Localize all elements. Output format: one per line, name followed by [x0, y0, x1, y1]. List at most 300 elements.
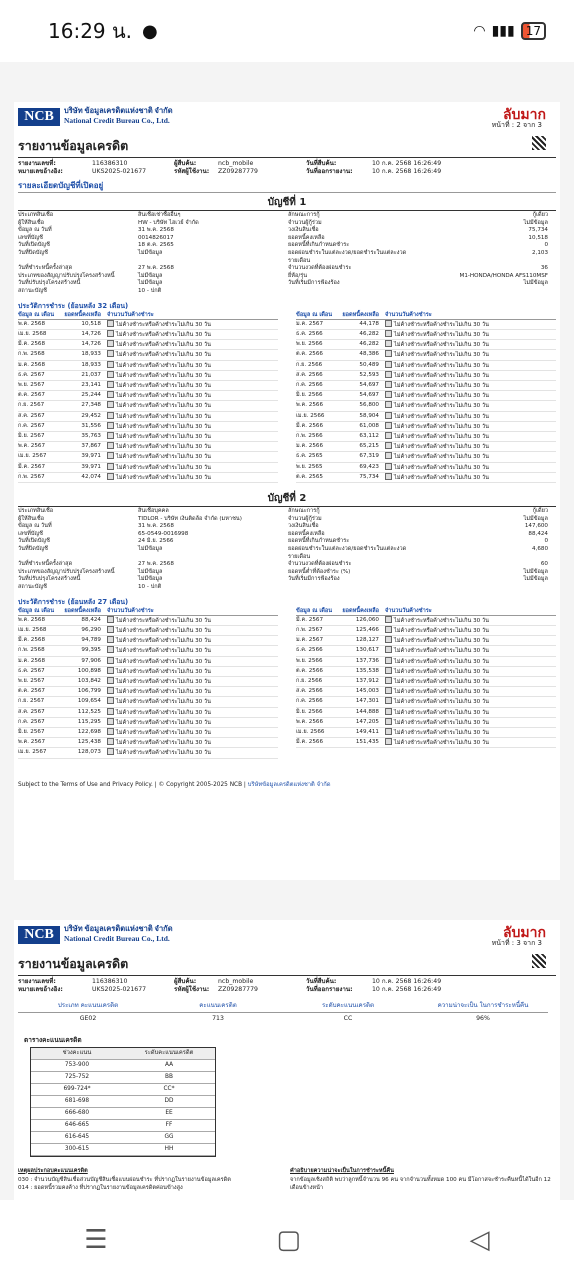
history-row	[296, 350, 556, 360]
history-status: ไม่ค้างชำระหรือค้างชำระไม่เกิน 30 วัน	[104, 626, 278, 635]
detail-cell: 147,600	[524, 523, 548, 530]
history-status: ไม่ค้างชำระหรือค้างชำระไม่เกิน 30 วัน	[104, 330, 278, 339]
confidential-label: ลับมาก	[502, 107, 546, 123]
history-month: ธ.ค. 2566	[296, 647, 323, 654]
qr-code-icon	[532, 954, 546, 968]
history-row	[296, 442, 556, 452]
detail-cell: กู้เดี่ยว	[532, 507, 548, 514]
history-balance: 37,867	[81, 443, 101, 450]
history-month: เม.ย. 2567	[18, 453, 47, 460]
ncb-logo: NCB	[18, 926, 60, 944]
history-row	[18, 473, 278, 483]
meta-cell: ZZ09287779	[218, 168, 258, 175]
history-status: ไม่ค้างชำระหรือค้างชำระไม่เกิน 30 วัน	[382, 442, 556, 451]
detail-cell	[288, 288, 414, 296]
history-row	[18, 371, 278, 381]
history-balance: 88,424	[81, 616, 101, 623]
history-balance: 27,348	[81, 402, 101, 409]
history-row	[18, 463, 278, 473]
org-name-en: National Credit Bureau Co., Ltd.	[64, 116, 170, 125]
score-notes	[18, 1167, 556, 1193]
detail-cell: ยอดผ่อนชำระในแต่ละงวด/ยอดชำระในแต่ละงวด รายเดือน	[288, 249, 407, 264]
history-status: ไม่ค้างชำระหรือค้างชำระไม่เกิน 30 วัน	[382, 738, 556, 747]
history-status: ไม่ค้างชำระหรือค้างชำระไม่เกิน 30 วัน	[104, 667, 278, 676]
history-header-cell: จำนวนวันค้างชำระ	[385, 311, 432, 318]
detail-cell: วันที่เริ่มมีการฟ้องร้อง	[288, 576, 340, 583]
history-row	[296, 463, 556, 473]
history-status: ไม่ค้างชำระหรือค้างชำระไม่เกิน 30 วัน	[104, 381, 278, 390]
history-status: ไม่ค้างชำระหรือค้างชำระไม่เกิน 30 วัน	[104, 401, 278, 410]
history-balance: 75,734	[359, 473, 379, 480]
meta-cell: 10 ก.ค. 2568 16:26:49	[372, 160, 442, 167]
meta-cell: วันที่สืบค้น:	[306, 160, 337, 167]
probability-text: จากข้อมูลเชิงสถิติ พบว่าลูกหนี้จำนวน 96 คน จากจำนวนทั้งหมด 100 คน มีโอกาสจะชำระคืนหนี้ได้ในอีก 12 เดือนข้างหน้า	[290, 1176, 551, 1191]
history-row	[296, 626, 556, 636]
rating-table-title: ตารางคะแนนเครดิต	[24, 1036, 82, 1044]
detail-cell	[288, 584, 414, 592]
rating-header-cell: ระดับคะแนนเครดิต	[144, 1050, 194, 1056]
detail-cell: 4,680	[531, 545, 548, 552]
history-row	[18, 432, 278, 442]
history-balance: 151,435	[355, 739, 379, 746]
history-status: ไม่ค้างชำระหรือค้างชำระไม่เกิน 30 วัน	[104, 422, 278, 431]
history-month: ม.ค. 2568	[18, 361, 45, 368]
history-balance: 18,933	[81, 351, 101, 358]
detail-cell: ยอดหนี้ที่เกินกำหนดชำระ	[288, 242, 350, 249]
detail-cell: จำนวนผู้กู้ร่วม	[288, 515, 322, 522]
history-month: ก.ค. 2567	[18, 422, 45, 429]
history-balance: 96,290	[81, 626, 101, 633]
clock: 16:29 น.	[48, 19, 133, 43]
rating-grade: FF	[165, 1122, 173, 1128]
detail-cell: ผู้ให้สินเชื่อ	[18, 515, 45, 522]
history-header	[18, 311, 278, 320]
footer-link[interactable]: บริษัทข้อมูลเครดิตแห่งชาติ จำกัด	[247, 781, 331, 788]
history-row	[296, 728, 556, 738]
history-header-cell: ข้อมูล ณ เดือน	[296, 607, 333, 614]
page-footer: Subject to the Terms of Use and Privacy Policy. | © Copyright 2005-2025 NCB | บริษัทข้อมูลเครดิตแห่งชาติ จำกัด	[18, 781, 331, 788]
detail-cell: 2,103	[531, 249, 548, 256]
detail-cell: วันที่เปิดบัญชี	[18, 538, 50, 545]
history-status: ไม่ค้างชำระหรือค้างชำระไม่เกิน 30 วัน	[382, 401, 556, 410]
history-month: เม.ย. 2566	[296, 728, 325, 735]
history-month: ส.ค. 2567	[18, 412, 45, 419]
history-balance: 46,282	[359, 330, 379, 337]
history-row	[296, 738, 556, 748]
report-title: รายงานข้อมูลเครดิต	[18, 954, 556, 976]
history-row	[18, 697, 278, 707]
account-1-history-title: ประวัติการชำระ (ย้อนหลัง 32 เดือน)	[18, 301, 129, 310]
detail-cell: ไม่มีข้อมูล	[138, 249, 163, 256]
meta-cell: 116386310	[92, 978, 128, 985]
detail-cell: วันที่ปิดบัญชี	[18, 249, 48, 256]
detail-cell: ข้อมูล ณ วันที่	[18, 523, 52, 530]
probability-title: คำอธิบายความน่าจะเป็นในการชำระหนี้คืน	[290, 1168, 394, 1174]
rating-row	[31, 1132, 215, 1144]
history-status: ไม่ค้างชำระหรือค้างชำระไม่เกิน 30 วัน	[382, 340, 556, 349]
history-balance: 97,906	[81, 657, 101, 664]
history-status: ไม่ค้างชำระหรือค้างชำระไม่เกิน 30 วัน	[104, 687, 278, 696]
history-status: ไม่ค้างชำระหรือค้างชำระไม่เกิน 30 วัน	[382, 473, 556, 482]
detail-cell: จำนวนงวดที่ต้องผ่อนชำระ	[288, 265, 352, 272]
detail-cell: ประเภทของสัญญาปรับปรุงโครงสร้างหนี้	[18, 568, 115, 575]
history-status: ไม่ค้างชำระหรือค้างชำระไม่เกิน 30 วัน	[382, 320, 556, 329]
history-balance: 112,525	[77, 708, 101, 715]
history-month: มี.ค. 2568	[18, 341, 45, 348]
history-status: ไม่ค้างชำระหรือค้างชำระไม่เกิน 30 วัน	[104, 432, 278, 441]
history-status: ไม่ค้างชำระหรือค้างชำระไม่เกิน 30 วัน	[104, 391, 278, 400]
history-status: ไม่ค้างชำระหรือค้างชำระไม่เกิน 30 วัน	[104, 473, 278, 482]
detail-cell: วงเงินสินเชื่อ	[288, 227, 319, 234]
rating-range: 616-645	[64, 1134, 90, 1140]
history-balance: 21,037	[81, 371, 101, 378]
rating-table	[30, 1047, 216, 1157]
history-row	[296, 636, 556, 646]
history-balance: 25,244	[81, 392, 101, 399]
history-status: ไม่ค้างชำระหรือค้างชำระไม่เกิน 30 วัน	[382, 687, 556, 696]
history-status: ไม่ค้างชำระหรือค้างชำระไม่เกิน 30 วัน	[382, 626, 556, 635]
history-balance: 35,763	[81, 432, 101, 439]
history-month: พ.ย. 2567	[18, 381, 45, 388]
history-status: ไม่ค้างชำระหรือค้างชำระไม่เกิน 30 วัน	[382, 636, 556, 645]
detail-cell: วันที่ปิดบัญชี	[18, 545, 48, 552]
chat-icon: ●	[142, 20, 158, 42]
history-month: ต.ค. 2566	[296, 351, 323, 358]
detail-cell: สินเชื่อเช่าซื้ออื่นๆ	[138, 212, 181, 218]
detail-cell: จำนวนผู้กู้ร่วม	[288, 219, 322, 226]
history-balance: 39,971	[81, 463, 101, 470]
history-status: ไม่ค้างชำระหรือค้างชำระไม่เกิน 30 วัน	[104, 697, 278, 706]
history-balance: 65,215	[359, 443, 379, 450]
history-row	[18, 646, 278, 656]
meta-cell: รหัสผู้ใช้งาน:	[174, 986, 210, 993]
history-status: ไม่ค้างชำระหรือค้างชำระไม่เกิน 30 วัน	[104, 350, 278, 359]
history-row	[296, 330, 556, 340]
history-status: ไม่ค้างชำระหรือค้างชำระไม่เกิน 30 วัน	[382, 381, 556, 390]
history-row	[296, 422, 556, 432]
rating-range: 699-724*	[63, 1086, 91, 1092]
history-month: ก.ย. 2566	[296, 361, 323, 368]
detail-cell: จำนวนงวดที่ต้องผ่อนชำระ	[288, 561, 352, 568]
rating-range: 666-680	[64, 1110, 90, 1116]
detail-cell: ไม่มีข้อมูล	[523, 515, 548, 522]
meta-cell: วันที่ออกรายงาน:	[306, 168, 353, 175]
detail-cell: วันที่ปรับปรุงโครงสร้างหนี้	[18, 280, 81, 287]
ncb-logo: NCB	[18, 108, 60, 126]
history-row	[18, 687, 278, 697]
account-2-title: บัญชีที่ 2	[18, 491, 556, 507]
history-balance: 29,452	[81, 412, 101, 419]
detail-cell: 0	[544, 242, 548, 249]
history-row	[18, 626, 278, 636]
history-header-cell: ยอดหนี้คงเหลือ	[64, 607, 101, 614]
detail-cell: 24 มิ.ย. 2566	[138, 538, 174, 545]
history-row	[18, 636, 278, 646]
history-status: ไม่ค้างชำระหรือค้างชำระไม่เกิน 30 วัน	[104, 412, 278, 421]
history-month: ต.ค. 2567	[18, 392, 45, 399]
history-row	[296, 412, 556, 422]
history-month: ส.ค. 2566	[296, 371, 323, 378]
meta-cell: UKS2025-021677	[92, 986, 147, 993]
history-status: ไม่ค้างชำระหรือค้างชำระไม่เกิน 30 วัน	[382, 361, 556, 370]
history-balance: 42,074	[81, 473, 101, 480]
history-header	[18, 607, 278, 616]
history-status: ไม่ค้างชำระหรือค้างชำระไม่เกิน 30 วัน	[382, 422, 556, 431]
history-status: ไม่ค้างชำระหรือค้างชำระไม่เกิน 30 วัน	[382, 697, 556, 706]
history-month: ก.พ. 2568	[18, 351, 45, 358]
score-value: 713	[212, 1015, 224, 1022]
detail-cell	[414, 584, 548, 592]
account-2-details	[18, 508, 556, 592]
history-status: ไม่ค้างชำระหรือค้างชำระไม่เกิน 30 วัน	[104, 361, 278, 370]
history-balance: 69,423	[359, 463, 379, 470]
history-balance: 137,912	[355, 677, 379, 684]
score-value: CC	[343, 1015, 353, 1022]
meta-cell: ncb_mobile	[218, 978, 254, 985]
rating-grade: DD	[164, 1098, 174, 1104]
history-balance: 50,489	[359, 361, 379, 368]
history-status: ไม่ค้างชำระหรือค้างชำระไม่เกิน 30 วัน	[104, 616, 278, 625]
rating-row	[31, 1096, 215, 1108]
history-month: ก.พ. 2566	[296, 432, 323, 439]
history-row	[296, 667, 556, 677]
detail-cell: วันที่ชำระหนี้ครั้งล่าสุด	[18, 561, 73, 568]
meta-cell: ZZ09287779	[218, 986, 258, 993]
home-icon[interactable]: ▢	[276, 1225, 301, 1255]
history-row	[296, 381, 556, 391]
report-meta	[18, 978, 556, 994]
history-balance: 10,518	[81, 320, 101, 327]
history-month: ม.ค. 2566	[296, 443, 323, 450]
back-icon[interactable]: ◁	[469, 1225, 490, 1255]
detail-cell: 0014826017	[138, 234, 174, 241]
meta-cell: UKS2025-021677	[92, 168, 147, 175]
history-balance: 128,127	[355, 637, 379, 644]
history-status: ไม่ค้างชำระหรือค้างชำระไม่เกิน 30 วัน	[104, 320, 278, 329]
history-row	[18, 330, 278, 340]
meta-cell: 116386310	[92, 160, 128, 167]
history-row	[296, 657, 556, 667]
history-status: ไม่ค้างชำระหรือค้างชำระไม่เกิน 30 วัน	[104, 442, 278, 451]
history-balance: 54,697	[359, 392, 379, 399]
history-header-cell: ยอดหนี้คงเหลือ	[64, 311, 101, 318]
history-column	[296, 311, 556, 483]
rating-row	[31, 1072, 215, 1084]
history-balance: 46,282	[359, 341, 379, 348]
history-balance: 52,593	[359, 371, 379, 378]
history-month: เม.ย. 2566	[296, 412, 325, 419]
history-balance: 137,736	[355, 657, 379, 664]
history-balance: 128,073	[77, 749, 101, 756]
history-balance: 125,438	[77, 739, 101, 746]
history-header-cell: ข้อมูล ณ เดือน	[18, 311, 55, 318]
history-row	[296, 646, 556, 656]
detail-cell: ลักษณะการกู้	[288, 212, 320, 218]
history-balance: 58,904	[359, 412, 379, 419]
history-header-cell: จำนวนวันค้างชำระ	[107, 607, 154, 614]
detail-cell: 10 - ปกติ	[138, 287, 162, 294]
history-balance: 18,933	[81, 361, 101, 368]
detail-cell: สินเชื่อบุคคล	[138, 507, 169, 514]
rating-row	[31, 1084, 215, 1096]
detail-cell: 10 - ปกติ	[138, 583, 162, 590]
history-balance: 103,842	[77, 677, 101, 684]
rating-range: 300-615	[64, 1146, 90, 1152]
history-status: ไม่ค้างชำระหรือค้างชำระไม่เกิน 30 วัน	[104, 340, 278, 349]
history-status: ไม่ค้างชำระหรือค้างชำระไม่เกิน 30 วัน	[382, 616, 556, 625]
history-balance: 14,726	[81, 341, 101, 348]
score-header: ประเภท คะแนนเครดิต	[18, 1000, 158, 1013]
rating-header-cell: ช่วงคะแนน	[62, 1050, 92, 1056]
report-page-2	[14, 102, 560, 880]
detail-cell: ไม่มีข้อมูล	[523, 568, 548, 575]
history-status: ไม่ค้างชำระหรือค้างชำระไม่เกิน 30 วัน	[382, 452, 556, 461]
org-name-th: บริษัท ข้อมูลเครดิตแห่งชาติ จำกัด	[64, 106, 173, 115]
history-balance: 147,301	[355, 698, 379, 705]
detail-cell: 36	[540, 265, 548, 272]
history-row	[18, 442, 278, 452]
history-month: ก.พ. 2567	[18, 473, 45, 480]
detail-cell: สถานะบัญชี	[18, 583, 47, 590]
report-title: รายงานข้อมูลเครดิต	[18, 136, 556, 158]
score-value: GE02	[79, 1015, 97, 1022]
detail-cell: ยอดหนี้คงเหลือ	[288, 530, 325, 537]
history-status: ไม่ค้างชำระหรือค้างชำระไม่เกิน 30 วัน	[382, 667, 556, 676]
account-1-history	[18, 311, 556, 483]
meta-cell: หมายเลขอ้างอิง:	[18, 986, 63, 993]
wifi-icon: ◠	[473, 23, 486, 39]
detail-cell: วันที่ปรับปรุงโครงสร้างหนี้	[18, 576, 81, 583]
qr-code-icon	[532, 136, 546, 150]
detail-cell: 0	[544, 538, 548, 545]
history-row	[18, 738, 278, 748]
history-month: มี.ค. 2566	[296, 739, 323, 746]
detail-cell: วันที่ชำระหนี้ครั้งล่าสุด	[18, 265, 73, 272]
confidential-label: ลับมาก	[502, 925, 546, 941]
history-row	[18, 728, 278, 738]
history-balance: 100,898	[77, 667, 101, 674]
reason-2: 014 : ยอดหนี้รวมคงค้าง ที่ปรากฏในรายงานข้อมูลเครดิตค่อนข้างสูง	[18, 1185, 183, 1191]
history-month: พ.ค. 2567	[18, 443, 45, 450]
history-header-cell: ยอดหนี้คงเหลือ	[342, 311, 379, 318]
history-status: ไม่ค้างชำระหรือค้างชำระไม่เกิน 30 วัน	[382, 677, 556, 686]
history-month: พ.ค. 2568	[18, 320, 45, 327]
detail-cell: ยอดหนี้คงเหลือ	[288, 234, 325, 241]
history-row	[18, 381, 278, 391]
detail-cell: ไม่มีข้อมูล	[523, 280, 548, 287]
rating-row	[31, 1144, 215, 1156]
detail-cell: ประเภทสินเชื่อ	[18, 212, 54, 218]
detail-cell: เลขที่บัญชี	[18, 530, 43, 537]
history-month: ก.พ. 2567	[296, 626, 323, 633]
history-row	[18, 340, 278, 350]
history-month: มิ.ย. 2566	[296, 708, 323, 715]
history-status: ไม่ค้างชำระหรือค้างชำระไม่เกิน 30 วัน	[382, 412, 556, 421]
meta-cell: หมายเลขอ้างอิง:	[18, 168, 63, 175]
history-row	[18, 412, 278, 422]
score-header: ความน่าจะเป็น ในการชำระหนี้คืน	[418, 1000, 548, 1013]
detail-cell: TIDLOR - บริษัท เงินติดล้อ จำกัด (มหาชน)	[138, 515, 242, 522]
meta-cell: รหัสผู้ใช้งาน:	[174, 168, 210, 175]
history-status: ไม่ค้างชำระหรือค้างชำระไม่เกิน 30 วัน	[382, 371, 556, 380]
history-header-cell: ข้อมูล ณ เดือน	[296, 311, 333, 318]
history-month: พ.ค. 2566	[296, 718, 323, 725]
history-row	[18, 667, 278, 677]
history-month: มี.ค. 2566	[296, 422, 323, 429]
detail-cell: 75,734	[528, 227, 548, 234]
history-row	[18, 708, 278, 718]
account-1-title: บัญชีที่ 1	[18, 195, 556, 211]
report-meta	[18, 160, 556, 176]
history-row	[18, 401, 278, 411]
history-month: ธ.ค. 2566	[296, 330, 323, 337]
history-month: ต.ค. 2565	[296, 473, 323, 480]
signal-icon: ▮▮▮	[491, 23, 515, 39]
history-month: ก.พ. 2568	[18, 647, 45, 654]
history-month: ธ.ค. 2567	[18, 667, 45, 674]
detail-cell: ลักษณะการกู้	[288, 507, 320, 514]
history-month: พ.ย. 2566	[296, 341, 323, 348]
detail-cell: 65-0549-0016998	[138, 530, 189, 537]
meta-cell: วันที่ออกรายงาน:	[306, 986, 353, 993]
detail-cell: ยี่ห้อ/รุ่น	[288, 272, 308, 279]
history-status: ไม่ค้างชำระหรือค้างชำระไม่เกิน 30 วัน	[382, 728, 556, 737]
history-month: มี.ค. 2568	[18, 637, 45, 644]
history-month: ก.ค. 2566	[296, 381, 323, 388]
history-status: ไม่ค้างชำระหรือค้างชำระไม่เกิน 30 วัน	[382, 657, 556, 666]
section-title: รายละเอียดบัญชีที่เปิดอยู่	[18, 179, 556, 193]
history-row	[18, 718, 278, 728]
history-month: พ.ค. 2566	[296, 402, 323, 409]
history-status: ไม่ค้างชำระหรือค้างชำระไม่เกิน 30 วัน	[382, 330, 556, 339]
history-month: ต.ค. 2566	[296, 667, 323, 674]
score-header: ระดับคะแนนเครดิต	[278, 1000, 418, 1013]
score-header: คะแนนเครดิต	[158, 1000, 278, 1013]
meta-cell: ผู้สืบค้น:	[174, 978, 197, 985]
rating-range: 725-752	[64, 1074, 90, 1080]
detail-cell: ประเภทของสัญญาปรับปรุงโครงสร้างหนี้	[18, 272, 115, 279]
history-status: ไม่ค้างชำระหรือค้างชำระไม่เกิน 30 วัน	[104, 636, 278, 645]
history-balance: 125,466	[355, 626, 379, 633]
history-row	[18, 657, 278, 667]
history-status: ไม่ค้างชำระหรือค้างชำระไม่เกิน 30 วัน	[382, 432, 556, 441]
detail-cell: 10,518	[528, 234, 548, 241]
detail-cell: ไม่มีข้อมูล	[138, 576, 163, 583]
status-bar	[0, 0, 574, 62]
detail-cell: ไม่มีข้อมูล	[138, 568, 163, 575]
history-row	[296, 718, 556, 728]
history-month: เม.ย. 2568	[18, 626, 47, 633]
recent-apps-icon[interactable]: ☰	[84, 1225, 108, 1255]
history-header	[296, 311, 556, 320]
history-column	[18, 311, 278, 483]
history-balance: 144,888	[355, 708, 379, 715]
account-1-details	[18, 212, 556, 296]
history-balance: 44,178	[359, 320, 379, 327]
detail-cell: ไม่มีข้อมูล	[138, 280, 163, 287]
detail-cell: ยอดผ่อนชำระในแต่ละงวด/ยอดชำระในแต่ละงวด รายเดือน	[288, 545, 407, 560]
battery-icon: 17	[521, 22, 546, 40]
detail-cell: ไม่มีข้อมูล	[523, 219, 548, 226]
history-row	[18, 748, 278, 758]
meta-cell: รายงานเลขที่:	[18, 160, 56, 167]
history-balance: 56,800	[359, 402, 379, 409]
history-month: ก.ย. 2567	[18, 698, 45, 705]
history-balance: 54,697	[359, 381, 379, 388]
history-column	[296, 607, 556, 759]
history-row	[296, 708, 556, 718]
history-status: ไม่ค้างชำระหรือค้างชำระไม่เกิน 30 วัน	[382, 391, 556, 400]
